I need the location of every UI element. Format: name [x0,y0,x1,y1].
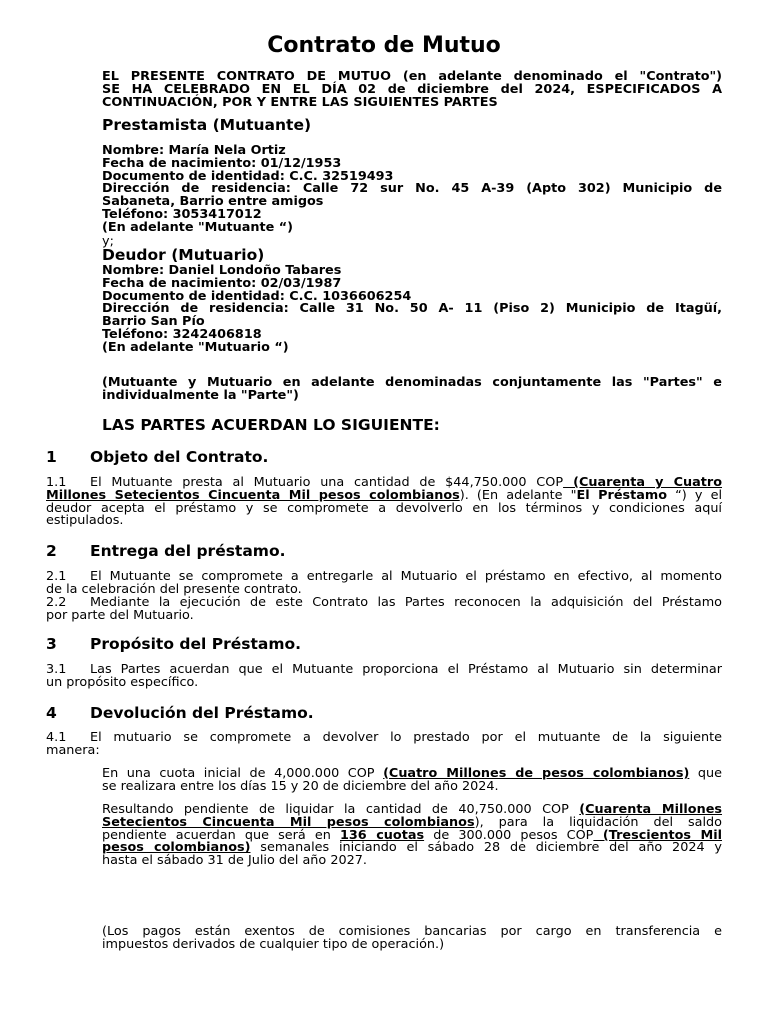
clause-1-1 [46,477,722,528]
section-title: Propósito del Préstamo. [90,635,302,653]
lender-phone: Teléfono: 3053417012 [102,206,262,222]
clause-text: El Mutuante presta al Mutuario una cantidad de $44,750.000 COP [90,475,564,490]
section-number: 3 [46,635,57,653]
clause-3-1 [46,664,722,690]
payment-remaining [102,804,722,868]
parties-note-line: (Mutuante y Mutuario en adelante denominadas conjuntamente las "Partes" e [102,375,722,390]
clause-text: ). (En adelante " [459,487,577,503]
lender-address: Sabaneta, Barrio entre amigos [102,194,324,210]
clause-number: 3.1 [46,662,67,677]
clause-text: El mutuario se compromete a devolver lo prestado por el mutuante de la siguiente [90,730,722,745]
defined-term: El Préstamo [576,487,668,503]
section-title: Entrega del préstamo. [90,542,286,560]
parties-note-line: individualmente la "Parte") [102,387,299,403]
clause-line: manera: [46,742,100,758]
clause-text: de 300.000 pesos COP [424,827,594,843]
amount-words: (Trescientos Mil [593,827,723,843]
section-title: Objeto del Contrato. [90,448,269,466]
clause-line: un propósito específico. [46,674,199,690]
amount-words: (Cuarenta Millones [579,802,722,817]
clause-text: que [689,766,722,781]
borrower-heading: Deudor (Mutuario) [102,246,265,264]
clause-2-2 [46,597,722,623]
footer-note-line: impuestos derivados de cualquier tipo de operación.) [102,936,445,952]
section-2-heading [46,544,286,560]
clause-line: se realizara entre los días 15 y 20 de diciembre del año 2024. [102,778,499,794]
lender-birth: Fecha de nacimiento: 01/12/1953 [102,155,342,171]
document-title: Contrato de Mutuo [267,33,501,58]
connector-text: y; [102,234,114,249]
payment-initial [102,768,722,794]
clause-text: ), para la liquidación del saldo [474,814,723,830]
clause-text: El Mutuante se compromete a entregarle al Mutuario el préstamo en efectivo, al momento [90,569,722,584]
borrower-address: Barrio San Pío [102,314,205,330]
agreement-heading: LAS PARTES ACUERDAN LO SIGUIENTE: [102,416,440,434]
parties-note [102,377,722,403]
clause-line: de la celebración del presente contrato. [46,581,302,597]
lender-alias: (En adelante "Mutuante “) [102,219,294,235]
clause-text: Mediante la ejecución de este Contrato las Partes reconocen la adquisición del Préstamo [90,595,722,610]
clause-2-1 [46,571,722,597]
clause-text: semanales iniciando el sábado 28 de diciembre del año 2024 y [250,840,722,856]
borrower-id: Documento de identidad: C.C. 1036606254 [102,288,412,304]
lender-details [102,145,722,235]
installments-count: 136 cuotas [340,827,425,843]
borrower-phone: Teléfono: 3242406818 [102,326,262,342]
clause-number: 1.1 [46,475,67,490]
section-title: Devolución del Préstamo. [90,704,314,722]
intro-paragraph [102,71,722,109]
borrower-alias: (En adelante "Mutuario “) [102,339,289,355]
borrower-birth: Fecha de nacimiento: 02/03/1987 [102,275,342,291]
clause-line [46,732,722,745]
clause-text: Las Partes acuerdan que el Mutuante proporciona el Préstamo al Mutuario sin determinar [90,662,722,677]
amount-words: (Cuarenta y Cuatro [563,475,723,490]
borrower-details [102,265,722,355]
clause-line: hasta el sábado 31 de Julio del año 2027. [102,853,367,869]
amount-words: pesos colombianos) [102,840,251,856]
section-4-heading [46,706,314,722]
lender-name: Nombre: María Nela Ortiz [102,143,286,158]
clause-line: deudor acepta el préstamo y se compromete a devolverlo en los términos y condiciones aquí [46,500,722,516]
clause-number: 2.2 [46,595,67,610]
clause-line: por parte del Mutuario. [46,607,194,623]
section-number: 1 [46,448,57,466]
amount-words: (Cuatro Millones de pesos colombianos) [383,766,690,781]
lender-heading: Prestamista (Mutuante) [102,116,312,134]
footer-note [102,926,722,952]
intro-line: EL PRESENTE CONTRATO DE MUTUO (en adelante denominado el "Contrato") [102,69,722,84]
amount-words: Millones Setecientos Cincuenta Mil pesos colombianos [46,487,460,503]
borrower-name: Nombre: Daniel Londoño Tabares [102,263,342,278]
clause-number: 2.1 [46,569,67,584]
section-1-heading [46,450,268,466]
borrower-address: Dirección de residencia: Calle 31 No. 50 A- 11 (Piso 2) Municipio de Itagüí, [102,301,722,317]
amount-words: Setecientos Cincuenta Mil pesos colombianos [102,814,475,830]
clause-text: “) y el [667,487,723,503]
clause-4-1 [46,732,722,758]
clause-text: pendiente acuerdan que será en [102,827,340,843]
clause-number: 4.1 [46,730,67,745]
section-number: 4 [46,704,57,722]
clause-text: Resultando pendiente de liquidar la cantidad de 40,750.000 COP [102,802,580,817]
intro-line: CONTINUACIÓN, POR Y ENTRE LAS SIGUIENTES PARTES [102,94,498,110]
clause-line: estipulados. [46,513,124,529]
footer-note-line: (Los pagos están exentos de comisiones bancarias por cargo en transferencia e [102,924,722,939]
clause-text: En una cuota inicial de 4,000.000 COP [102,766,384,781]
section-number: 2 [46,542,57,560]
section-3-heading [46,637,301,653]
lender-id: Documento de identidad: C.C. 32519493 [102,168,394,184]
lender-address: Dirección de residencia: Calle 72 sur No. 45 A-39 (Apto 302) Municipio de [102,181,722,197]
intro-line: SE HA CELEBRADO EN EL DÍA 02 de diciembre del 2024, ESPECIFICADOS A [102,81,722,97]
